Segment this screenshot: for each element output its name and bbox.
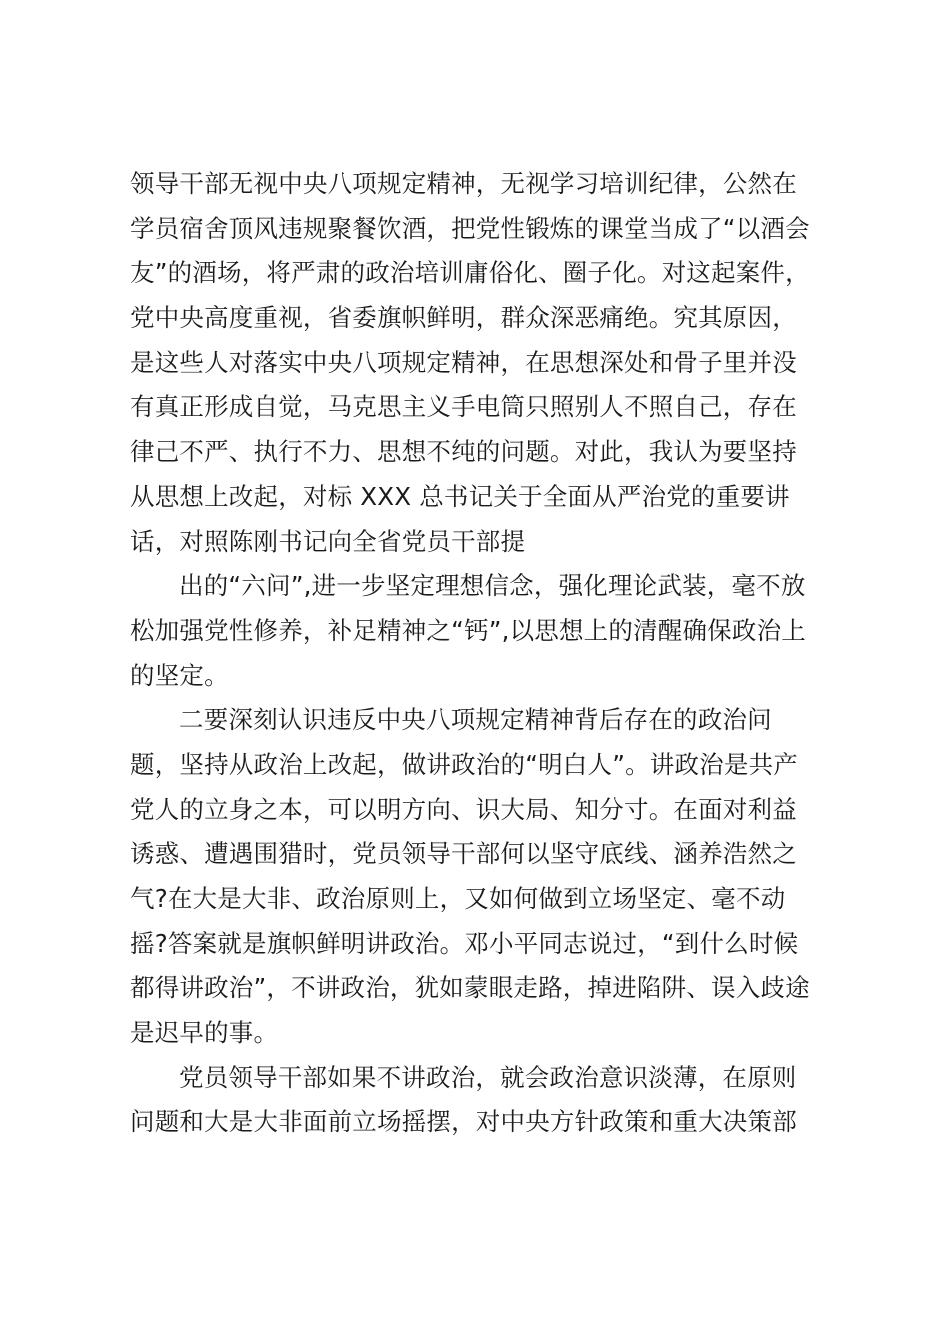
text-line: 出的“六问”,进一步坚定理想信念，强化理论武装，毫不放: [179, 571, 806, 601]
text-line: 题，坚持从政治上改起，做讲政治的“明白人”。讲政治是共产: [130, 749, 798, 779]
text-line: 诱惑、遭遇围猎时，党员领导干部何以坚守底线、涵养浩然之: [130, 839, 797, 869]
text-line: 二要深刻认识违反中央八项规定精神背后存在的政治问: [179, 705, 772, 735]
text-line: 友”的酒场，将严肃的政治培训庸俗化、圈子化。对这起案件，: [130, 258, 810, 288]
text-line: 党中央高度重视，省委旗帜鲜明，群众深恶痛绝。究其原因，: [130, 303, 797, 333]
text-line: 松加强党性修养，补足精神之“钙”,以思想上的清醒确保政治上: [130, 615, 806, 645]
text-line: 问题和大是大非面前立场摇摆，对中央方针政策和重大决策部: [130, 1107, 797, 1137]
text-line: 有真正形成自觉，马克思主义手电筒只照别人不照自己，存在: [130, 392, 797, 422]
text-line: 党人的立身之本，可以明方向、识大局、知分寸。在面对利益: [130, 794, 797, 824]
text-line: 是迟早的事。: [130, 1018, 279, 1048]
text-line: 都得讲政治”，不讲政治，犹如蒙眼走路，掉进陷阱、误入歧途: [130, 973, 810, 1003]
text-line: 是这些人对落实中央八项规定精神，在思想深处和骨子里并没: [130, 347, 797, 377]
text-line: 学员宿舍顶风违规聚餐饮酒，把党性锻炼的课堂当成了“以酒会: [130, 213, 810, 243]
text-line: 律己不严、执行不力、思想不纯的问题。对此，我认为要坚持: [130, 437, 797, 467]
text-line: 党员领导干部如果不讲政治，就会政治意识淡薄，在原则: [179, 1062, 797, 1092]
text-line: 从思想上改起，对标 XXX 总书记关于全面从严治党的重要讲: [130, 481, 790, 511]
body-text: [130, 162, 830, 1145]
text-line: 摇?答案就是旗帜鲜明讲政治。邓小平同志说过，“到什么时候: [130, 928, 799, 958]
text-line: 话，对照陈刚书记向全省党员干部提: [130, 526, 526, 556]
text-line: 的坚定。: [130, 660, 229, 690]
text-line: 领导干部无视中央八项规定精神，无视学习培训纪律，公然在: [130, 169, 797, 198]
text-line: 气?在大是大非、政治原则上，又如何做到立场坚定、毫不动: [130, 884, 786, 913]
